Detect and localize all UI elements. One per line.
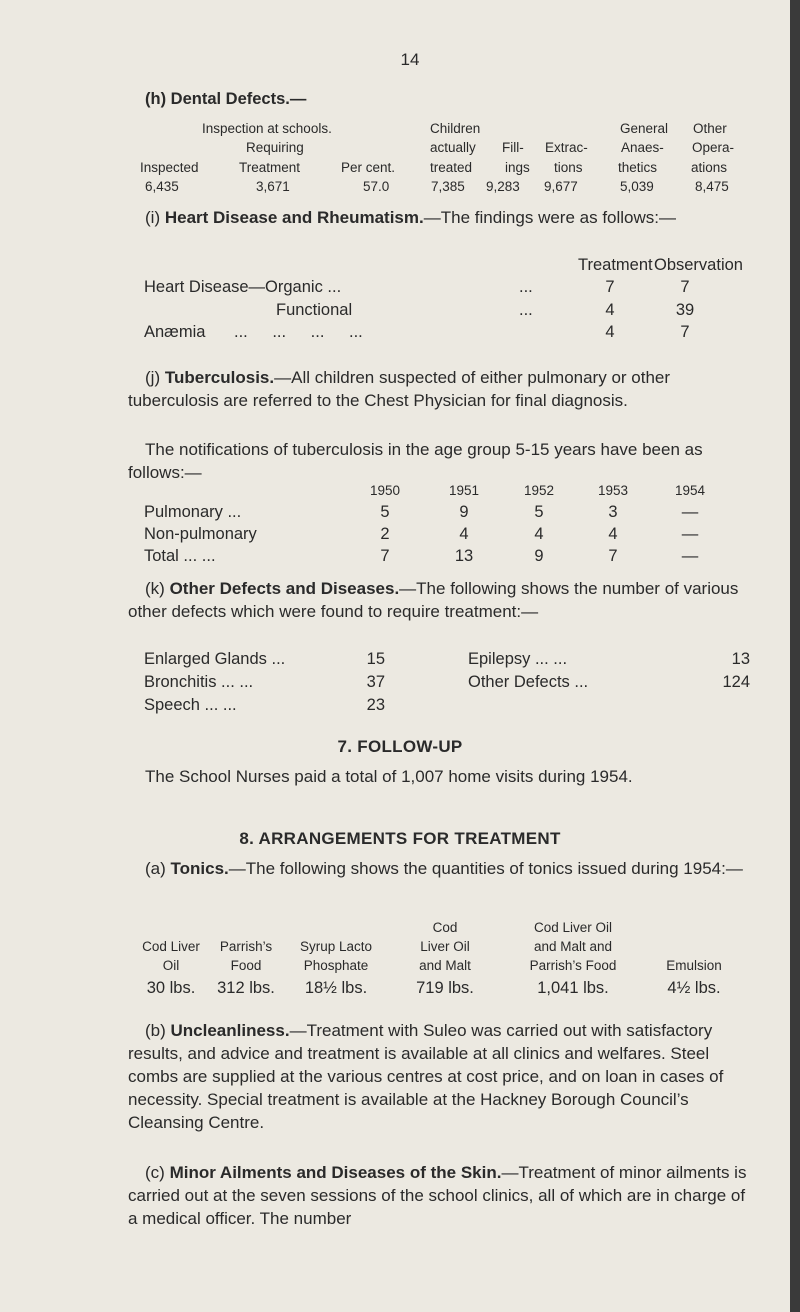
tb-cell: 4	[534, 525, 544, 543]
other-item-value: 15	[366, 650, 385, 668]
uncleanliness-text: —Treatment with Suleo was carried out with satisfactory results, and advice and treatment is available at all clinics and welfares. Steel combs are supplied at the various centres at cost price, and on loan in cases of necessity. Special treatment is available at the Hackney Borough Council’s Cleansing Centre.	[128, 1021, 724, 1132]
dental-h-tions: tions	[554, 160, 583, 175]
tb-cell: —	[681, 525, 699, 543]
page-edge	[790, 0, 800, 1312]
dental-value-extractions: 9,677	[544, 179, 578, 194]
tonic-col-line2: Liver Oil	[420, 939, 470, 954]
tonic-col-line3: Phosphate	[303, 958, 369, 973]
tb-row-label: Total ... ...	[144, 547, 216, 565]
tonic-col-line1: Cod Liver Oil	[533, 920, 613, 935]
heart-row-observation: 39	[675, 301, 695, 319]
tb-cell: 3	[608, 503, 618, 521]
tonic-col-line2: Syrup Lacto	[299, 939, 373, 954]
tonics-paragraph	[128, 857, 754, 880]
tb-row-label: Non-pulmonary	[144, 525, 257, 543]
minor-ailments-label: (c)	[145, 1163, 165, 1182]
tonics-text: —The following shows the quantities of tonics issued during 1954:—	[228, 859, 743, 878]
dental-value-fillings: 9,283	[486, 179, 520, 194]
heart-h-observation: Observation	[654, 256, 743, 274]
tb-year: 1953	[597, 483, 629, 498]
tb-paragraph	[128, 366, 754, 412]
tonics-label: (a)	[145, 859, 166, 878]
arrangements-heading: 8. ARRANGEMENTS FOR TREATMENT	[239, 829, 561, 848]
dental-value-treated: 7,385	[431, 179, 465, 194]
other-item-label: Speech ... ...	[144, 696, 237, 714]
tb-year: 1952	[523, 483, 555, 498]
tonic-col-line3: and Malt	[419, 958, 471, 973]
heart-h-treatment: Treatment	[578, 256, 653, 274]
dental-h-general: General	[620, 121, 669, 136]
heart-row-treatment: 4	[605, 301, 615, 319]
minor-ailments-text: —Treatment of minor ailments is carried out at the seven sessions of the school clinics, all of which are in charge of a medical officer. The number	[128, 1163, 747, 1228]
other-text: —The following shows the number of various other defects which were found to require treatment:—	[128, 579, 739, 621]
tonic-col-line2: Cod Liver	[142, 939, 200, 954]
heart-text: —The findings were as follows:—	[423, 208, 677, 227]
followup-heading: 7. FOLLOW-UP	[337, 737, 463, 756]
tb-year: 1951	[448, 483, 480, 498]
tb-cell: 2	[380, 525, 390, 543]
heart-row-observation: 7	[680, 323, 690, 341]
dental-h-opera: Opera-	[692, 140, 735, 155]
tb-label: (j)	[145, 368, 161, 387]
tb-year: 1954	[674, 483, 706, 498]
dental-h-fill: Fill-	[502, 140, 524, 155]
tb-cell: 4	[459, 525, 469, 543]
heart-row-dots: ...	[519, 278, 533, 296]
tonic-col-value: 30 lbs.	[146, 979, 196, 997]
dental-h-requiring: Requiring	[246, 140, 304, 155]
heart-row-label: Anæmia	[144, 323, 206, 341]
other-item-label: Bronchitis ... ...	[144, 673, 254, 691]
tb-cell: 13	[454, 547, 474, 565]
page-number: 14	[400, 50, 420, 69]
tonic-col-line3: Oil	[162, 958, 180, 973]
tonic-col-line3: Parrish’s Food	[529, 958, 617, 973]
dental-h-thetics: thetics	[618, 160, 658, 175]
dental-group-header: Inspection at schools.	[202, 121, 332, 136]
tb-cell: —	[681, 547, 699, 565]
dental-value-anaesthetics: 5,039	[620, 179, 654, 194]
heart-title: Heart Disease and Rheumatism.	[164, 208, 424, 227]
heart-row-label: Functional	[276, 301, 353, 319]
other-label: (k)	[145, 579, 165, 598]
tonic-col-value: 4½ lbs.	[667, 979, 721, 997]
tb-cell: 7	[380, 547, 390, 565]
dental-value-inspected: 6,435	[145, 179, 179, 194]
other-item-value: 124	[722, 673, 750, 691]
tb-cell: 7	[608, 547, 618, 565]
tb-cell: 9	[459, 503, 469, 521]
dental-h-inspected: Inspected	[140, 160, 199, 175]
dental-h-anaes: Anaes-	[621, 140, 664, 155]
tb-cell: 9	[534, 547, 544, 565]
heart-row-dots: ...	[519, 301, 533, 319]
other-title: Other Defects and Diseases.	[169, 579, 400, 598]
dental-h-extrac: Extrac-	[545, 140, 588, 155]
heart-row-treatment: 7	[605, 278, 615, 296]
tonics-title: Tonics.	[170, 859, 229, 878]
uncleanliness-paragraph	[128, 1019, 754, 1134]
followup-paragraph: The School Nurses paid a total of 1,007 home visits during 1954.	[145, 767, 633, 786]
tonic-col-line2: Parrish’s	[219, 939, 273, 954]
dental-heading: (h) Dental Defects.—	[145, 90, 307, 108]
other-item-label: Epilepsy ... ...	[468, 650, 568, 668]
tb-text: —All children suspected of either pulmonary or other tuberculosis are referred to the Chest Physician for final diagnosis.	[128, 368, 671, 410]
tb-cell: —	[681, 503, 699, 521]
tb-year: 1950	[369, 483, 401, 498]
tb-paragraph-2: The notifications of tuberculosis in the age group 5-15 years have been as follows:—	[128, 440, 703, 482]
tb-row-label: Pulmonary ...	[144, 503, 242, 521]
dental-h-ings: ings	[505, 160, 530, 175]
minor-ailments-paragraph	[128, 1161, 754, 1230]
dental-value-requiring: 3,671	[256, 179, 290, 194]
heart-label: (i)	[145, 208, 161, 227]
dental-value-percent: 57.0	[363, 179, 390, 194]
uncleanliness-title: Uncleanliness.	[170, 1021, 290, 1040]
dental-h-actually: actually	[430, 140, 476, 155]
tb-cell: 5	[534, 503, 544, 521]
dental-value-operations: 8,475	[695, 179, 729, 194]
heart-row-label: Heart Disease—Organic ...	[144, 278, 342, 296]
other-item-value: 13	[731, 650, 750, 668]
tonic-col-value: 1,041 lbs.	[537, 979, 609, 997]
other-item-value: 37	[366, 673, 385, 691]
tonic-col-line3: Emulsion	[666, 958, 722, 973]
dental-h-treatment: Treatment	[239, 160, 301, 175]
tb-cell: 5	[380, 503, 390, 521]
dental-h-ations: ations	[691, 160, 728, 175]
tb-title: Tuberculosis.	[164, 368, 275, 387]
tonic-col-value: 18½ lbs.	[304, 979, 368, 997]
heart-row-dots: ... ... ... ...	[234, 323, 363, 341]
tonic-col-line1: Cod	[432, 920, 458, 935]
other-item-label: Enlarged Glands ...	[144, 650, 286, 668]
tb-cell: 4	[608, 525, 618, 543]
tonic-col-value: 312 lbs.	[217, 979, 275, 997]
other-item-label: Other Defects ...	[468, 673, 589, 691]
heart-row-observation: 7	[680, 278, 690, 296]
dental-h-other: Other	[693, 121, 727, 136]
tonic-col-line2: and Malt and	[533, 939, 613, 954]
other-paragraph	[128, 577, 754, 623]
minor-ailments-title: Minor Ailments and Diseases of the Skin.	[169, 1163, 502, 1182]
other-item-value: 23	[366, 696, 385, 714]
dental-h-treated: treated	[430, 160, 473, 175]
heart-row-treatment: 4	[605, 323, 615, 341]
dental-h-children: Children	[430, 121, 481, 136]
uncleanliness-label: (b)	[145, 1021, 166, 1040]
tonic-col-line3: Food	[230, 958, 262, 973]
tonic-col-value: 719 lbs.	[416, 979, 474, 997]
heart-paragraph	[128, 206, 754, 229]
dental-h-percent: Per cent.	[341, 160, 396, 175]
